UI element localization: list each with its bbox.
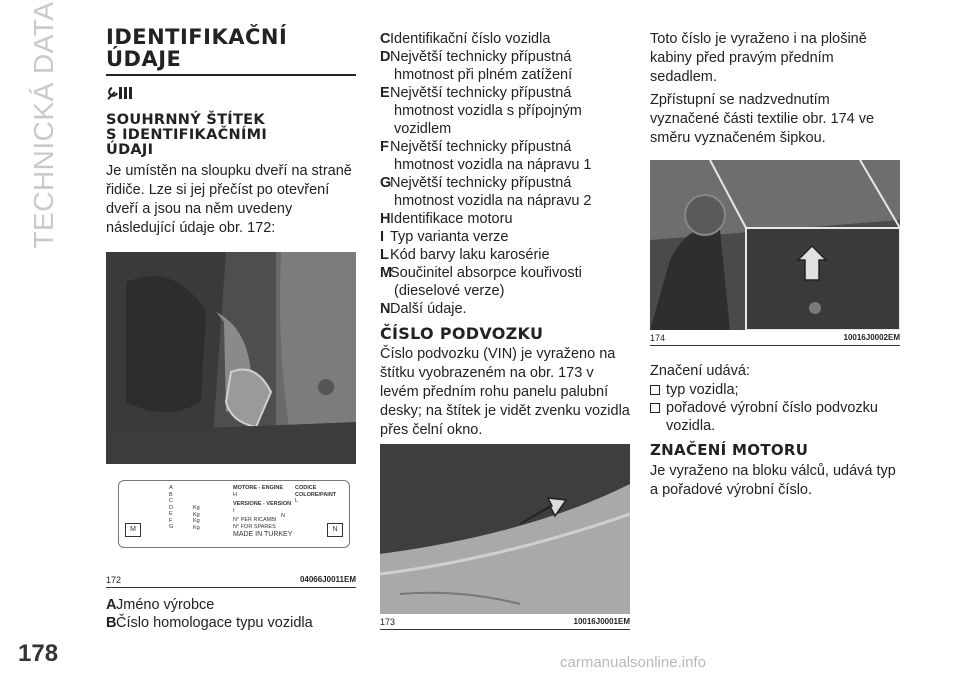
windshield-photo <box>380 444 630 614</box>
door-pillar-photo <box>106 252 356 464</box>
section-heading-engine: ZNAČENÍ MOTORU <box>650 441 809 459</box>
legend-item: MSoučinitel absorpce kouřivosti (dieselové verze) <box>380 265 582 299</box>
page-title: IDENTIFIKAČNÍ ÚDAJE <box>106 25 288 71</box>
plate-letters: A B C D E F G <box>169 485 174 530</box>
column-3 <box>650 30 900 500</box>
legend-list-1 <box>106 596 356 632</box>
figure-173 <box>380 444 630 630</box>
title-rule <box>106 74 356 76</box>
bullet-item: typ vozidla; <box>650 381 900 399</box>
page-number: 178 <box>18 640 59 667</box>
checkbox-bullet-icon <box>650 403 660 413</box>
section-heading-vin: ČÍSLO PODVOZKU <box>380 324 544 343</box>
plate-n-box: N <box>327 523 343 537</box>
body-paragraph: Je vyraženo na bloku válců, udává typ a pořadové výrobní číslo. <box>650 463 896 498</box>
plate-m-box: M <box>125 523 141 537</box>
watermark: carmanualsonline.info <box>560 654 706 671</box>
legend-item: BČíslo homologace typu vozidla <box>106 615 313 631</box>
legend-item: DNejvětší technicky přípustná hmotnost při plném zatížení <box>380 49 573 83</box>
vin-plate <box>106 464 356 572</box>
legend-item: NDalší údaje. <box>380 301 467 317</box>
figure-172 <box>106 252 356 588</box>
bullet-item: pořadové výrobní číslo podvozku vozidla. <box>650 399 900 435</box>
checkbox-bullet-icon <box>650 385 660 395</box>
legend-item: GNejvětší technicky přípustná hmotnost vozidla na nápravu 2 <box>380 175 592 209</box>
plate-fields: MOTORE - ENGINE H VERSIONE - VERSION I N° PER RICAMBI N° FOR SPARES MADE IN TURKEY <box>233 485 293 538</box>
legend-list-2 <box>380 30 630 318</box>
column-1 <box>106 26 356 632</box>
wrench-icon <box>106 84 134 102</box>
legend-item: HIdentifikace motoru <box>380 211 513 227</box>
legend-item: I Typ varianta verze <box>380 229 509 245</box>
legend-item: AJméno výrobce <box>106 597 215 613</box>
figure-caption: 174 10016J0002EM <box>650 333 900 346</box>
figure-caption: 173 10016J0001EM <box>380 617 630 630</box>
legend-item: ENejvětší technicky přípustná hmotnost vozidla s přípojným vozidlem <box>380 85 582 137</box>
body-paragraph: Toto číslo je vyraženo i na plošině kabiny před pravým předním sedadlem. <box>650 31 867 85</box>
legend-item: FNejvětší technicky přípustná hmotnost vozidla na nápravu 1 <box>380 139 592 173</box>
gear-lever-photo <box>650 160 900 330</box>
legend-item: CIdentifikační číslo vozidla <box>380 31 551 47</box>
column-2 <box>380 30 630 630</box>
figure-174 <box>650 160 900 346</box>
body-paragraph: Značení udává: <box>650 363 750 379</box>
plate-paint: CODICE COLORE/PAINT L <box>295 485 337 504</box>
figure-caption: 172 04066J0011EM <box>106 575 356 588</box>
section-side-title: TECHNICKÁ DATA <box>28 1 59 249</box>
plate-n-label: N <box>281 513 285 519</box>
body-paragraph: Je umístěn na sloupku dveří na straně řidiče. Lze si jej přečíst po otevření dveří a jsou na něm uvedeny následující údaje obr. 172: <box>106 163 352 236</box>
legend-item: LKód barvy laku karosérie <box>380 247 550 263</box>
body-paragraph: Zpřístupní se nadzvednutím vyznačené části textilie obr. 174 ve směru vyznačeném šipkou. <box>650 92 875 146</box>
plate-kg: Kg Kg Kg Kg <box>193 505 200 531</box>
body-paragraph: Číslo podvozku (VIN) je vyraženo na štítku vyobrazeném na obr. 173 v levém předním rohu panelu palubní desky; na štítek je vidět zvenku vozidla přes čelní okno. <box>380 346 630 438</box>
subsection-title: SOUHRNNÝ ŠTÍTEK S IDENTIFIKAČNÍMI ÚDAJI <box>106 112 268 158</box>
